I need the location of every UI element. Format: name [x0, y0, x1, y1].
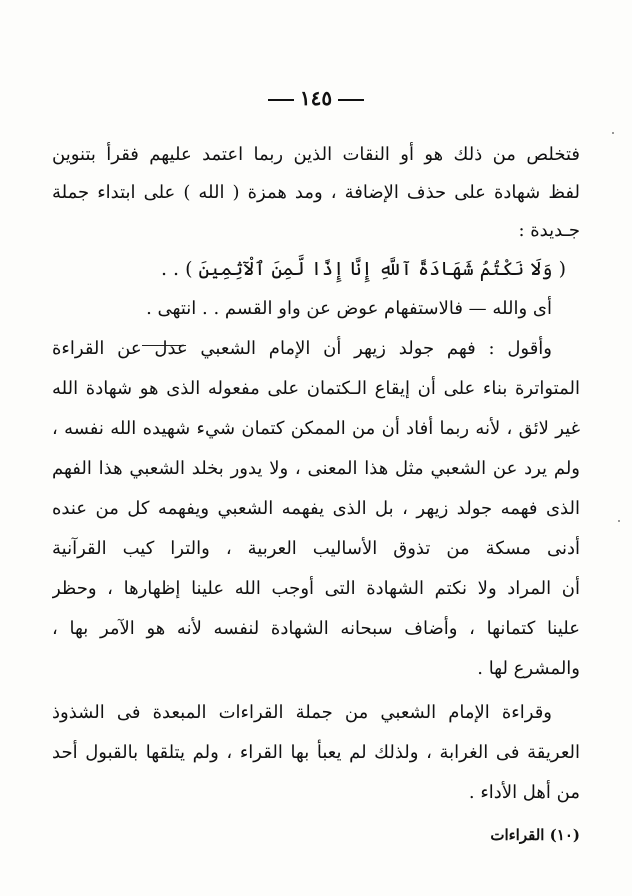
page-number: ١٤٥	[299, 86, 333, 110]
underline-mark	[142, 345, 186, 346]
paragraph-start-line: وقراءة الإمام الشعبي من جملة القراءات المبعدة فى الشذوذ	[52, 702, 552, 723]
text-line: أدنى مسكة من تذوق الأساليب العربية ، والترا كيب القرآنية	[52, 538, 580, 559]
quran-verse-line: ( وَلَا نَكْتُمُ شَهَادَةً آللَّهِ إِنَّا إِذًا لَّمِنَ ٱلْآثِمِينَ ) . .	[160, 258, 566, 280]
text-line: العريقة فى الغرابة ، ولذلك لم يعبأ بها القراء ، ولم يتلقها بالقبول أحد	[52, 742, 580, 763]
paragraph-start-line: وأقول : فهم جولد زيهر أن الإمام الشعبي عدل عن القراءة	[52, 338, 552, 359]
text-line: جـديدة :	[518, 220, 580, 241]
text-line: أى والله — فالاستفهام عوض عن واو القسم . . انتهى .	[146, 298, 552, 319]
text-line: والمشرع لها .	[477, 658, 580, 679]
scan-speck	[618, 520, 620, 522]
scan-speck	[612, 132, 614, 134]
text-line: الذى فهمه جولد زيهر ، بل الذى يفهمه الشعبي ويفهمه كل من عنده	[52, 498, 580, 519]
text-line: المتواترة بناء على أن إيقاع الـكتمان على مفعوله الذى هو شهادة الله	[52, 378, 580, 399]
text-line: ولم يرد عن الشعبي مثل هذا المعنى ، ولا يدور بخلد الشعبي هذا الفهم	[52, 458, 580, 479]
text-line: غير لائق ، لأنه ربما أفاد أن من الممكن كتمان شيء شهيده الله نفسه ،	[52, 418, 580, 439]
text-line: علينا كتمانها ، وأضاف سبحانه الشهادة لنفسه لأنه هو الآمر بها ،	[52, 618, 580, 639]
text-line: أن المراد ولا نكتم الشهادة التى أوجب الله علينا إظهارها ، وحظر	[52, 578, 580, 599]
signature-footer: (١٠) القراءات	[490, 826, 580, 844]
text-line: فتخلص من ذلك هو أو النقات الذين ربما اعتمد عليهم فقرأ بتنوين	[52, 144, 580, 165]
text-line: لفظ شهادة على حذف الإضافة ، ومد همزة ( الله ) على ابتداء جملة	[52, 182, 580, 203]
text-line: من أهل الأداء .	[468, 782, 580, 803]
